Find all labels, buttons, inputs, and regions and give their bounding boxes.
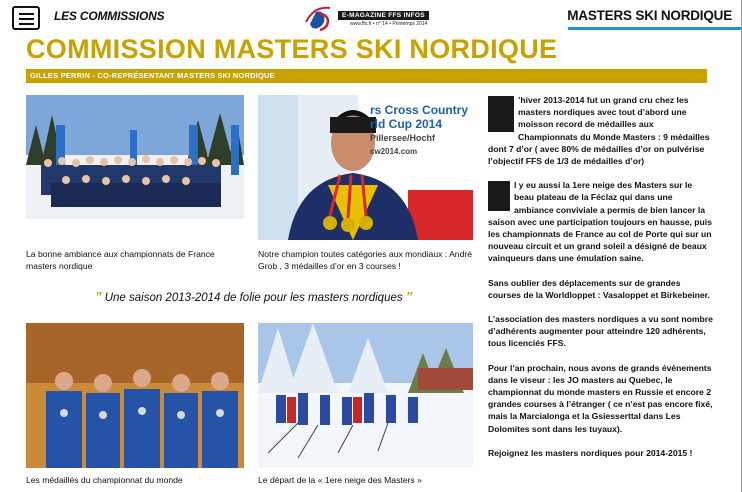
magazine-issue: www.ffs.fr • n° 14 • Printemps 2014: [350, 21, 428, 27]
title-underline: [568, 27, 742, 30]
quote-mark-close: ”: [405, 289, 413, 304]
photo-caption: Les médaillés du championnat du monde: [26, 475, 183, 485]
photo-race-start: [258, 323, 473, 468]
drop-cap-L: [488, 96, 514, 132]
byline-bar: [26, 69, 707, 83]
page-title: MASTERS SKI NORDIQUE: [567, 8, 732, 23]
article-title: COMMISSION MASTERS SKI NORDIQUE: [26, 34, 558, 64]
pull-quote: [95, 289, 412, 304]
federation-logo: [300, 2, 340, 34]
top-bar: [0, 0, 742, 33]
banner-line: rs Cross Country: [370, 103, 469, 117]
photo-champion: [258, 95, 473, 240]
menu-icon[interactable]: [12, 6, 40, 30]
paragraph: l y eu aussi la 1ere neige des Masters sur le beau plateau de la Féclaz qui dans une ambiance conviviale a permis de bien lancer la saison avec une participation toujours en hausse, puis les championnats de France au col de Porte qui sur un nouveau circuit et un grand soleil a désigné de beaux vainqueurs dans une émulation saine.: [488, 180, 712, 264]
paragraph: ’hiver 2013-2014 fut un grand cru chez les masters nordiques avec tout d’abord une moisson record de médailles aux Championnats du Monde Masters : 9 médailles dont 7 d’or ( avec 80% de médailles d’or on pulvérise l’objectif FFS de 1/3 de médailles d’or): [488, 95, 710, 167]
paragraph: Sans oublier des déplacements sur de grandes courses de la Worldloppet : Vasaloppet et Birkebeiner.: [488, 277, 710, 300]
photo-banner: [370, 103, 468, 159]
banner-line: rld Cup 2014: [370, 117, 443, 131]
banner-line: Pillersee/Hochf: [370, 133, 436, 143]
photo-caption: La bonne ambiance aux championnats de France masters nordique: [26, 249, 215, 271]
photo-group-ambiance: [26, 95, 244, 219]
magazine-name: E-MAGAZINE FFS INFOS: [338, 11, 429, 20]
article-body: [488, 94, 713, 459]
page-title-box: [560, 0, 742, 33]
photo-caption: Notre champion toutes catégories aux mondiaux : André Grob , 3 médailles d’or en 3 courses !: [258, 249, 473, 271]
paragraph: Pour l’an prochain, nous avons de grands évènements dans le viseur : les JO masters au Quebec, le championnat du monde masters en Russie et encore 2 grandes courses à l’étranger ( ce n’est pas encore fixé, mais la Marcialonga et la Gsiesserttal dans Les Dolomites sont dans les tuyaux).: [488, 362, 713, 434]
banner-line: cw2014.com: [370, 147, 418, 156]
quote-text: Une saison 2013-2014 de folie pour les masters nordiques: [104, 292, 403, 304]
photo-medallists: [26, 323, 244, 468]
section-label: LES COMMISSIONS: [54, 9, 165, 23]
paragraph: L’association des masters nordiques a vu sont nombre d’adhérents augmenter pour atteindre 120 adhérents, tous licenciés FFS.: [488, 314, 713, 349]
photo-caption: Le départ de la « 1ere neige des Masters »: [258, 475, 422, 485]
quote-mark-open: ”: [95, 289, 102, 304]
byline: GILLES PERRIN - CO-REPRÉSENTANT MASTERS SKI NORDIQUE: [30, 71, 275, 80]
paragraph: Rejoignez les masters nordiques pour 2014-2015 !: [488, 447, 693, 458]
drop-cap-I: [488, 181, 510, 211]
